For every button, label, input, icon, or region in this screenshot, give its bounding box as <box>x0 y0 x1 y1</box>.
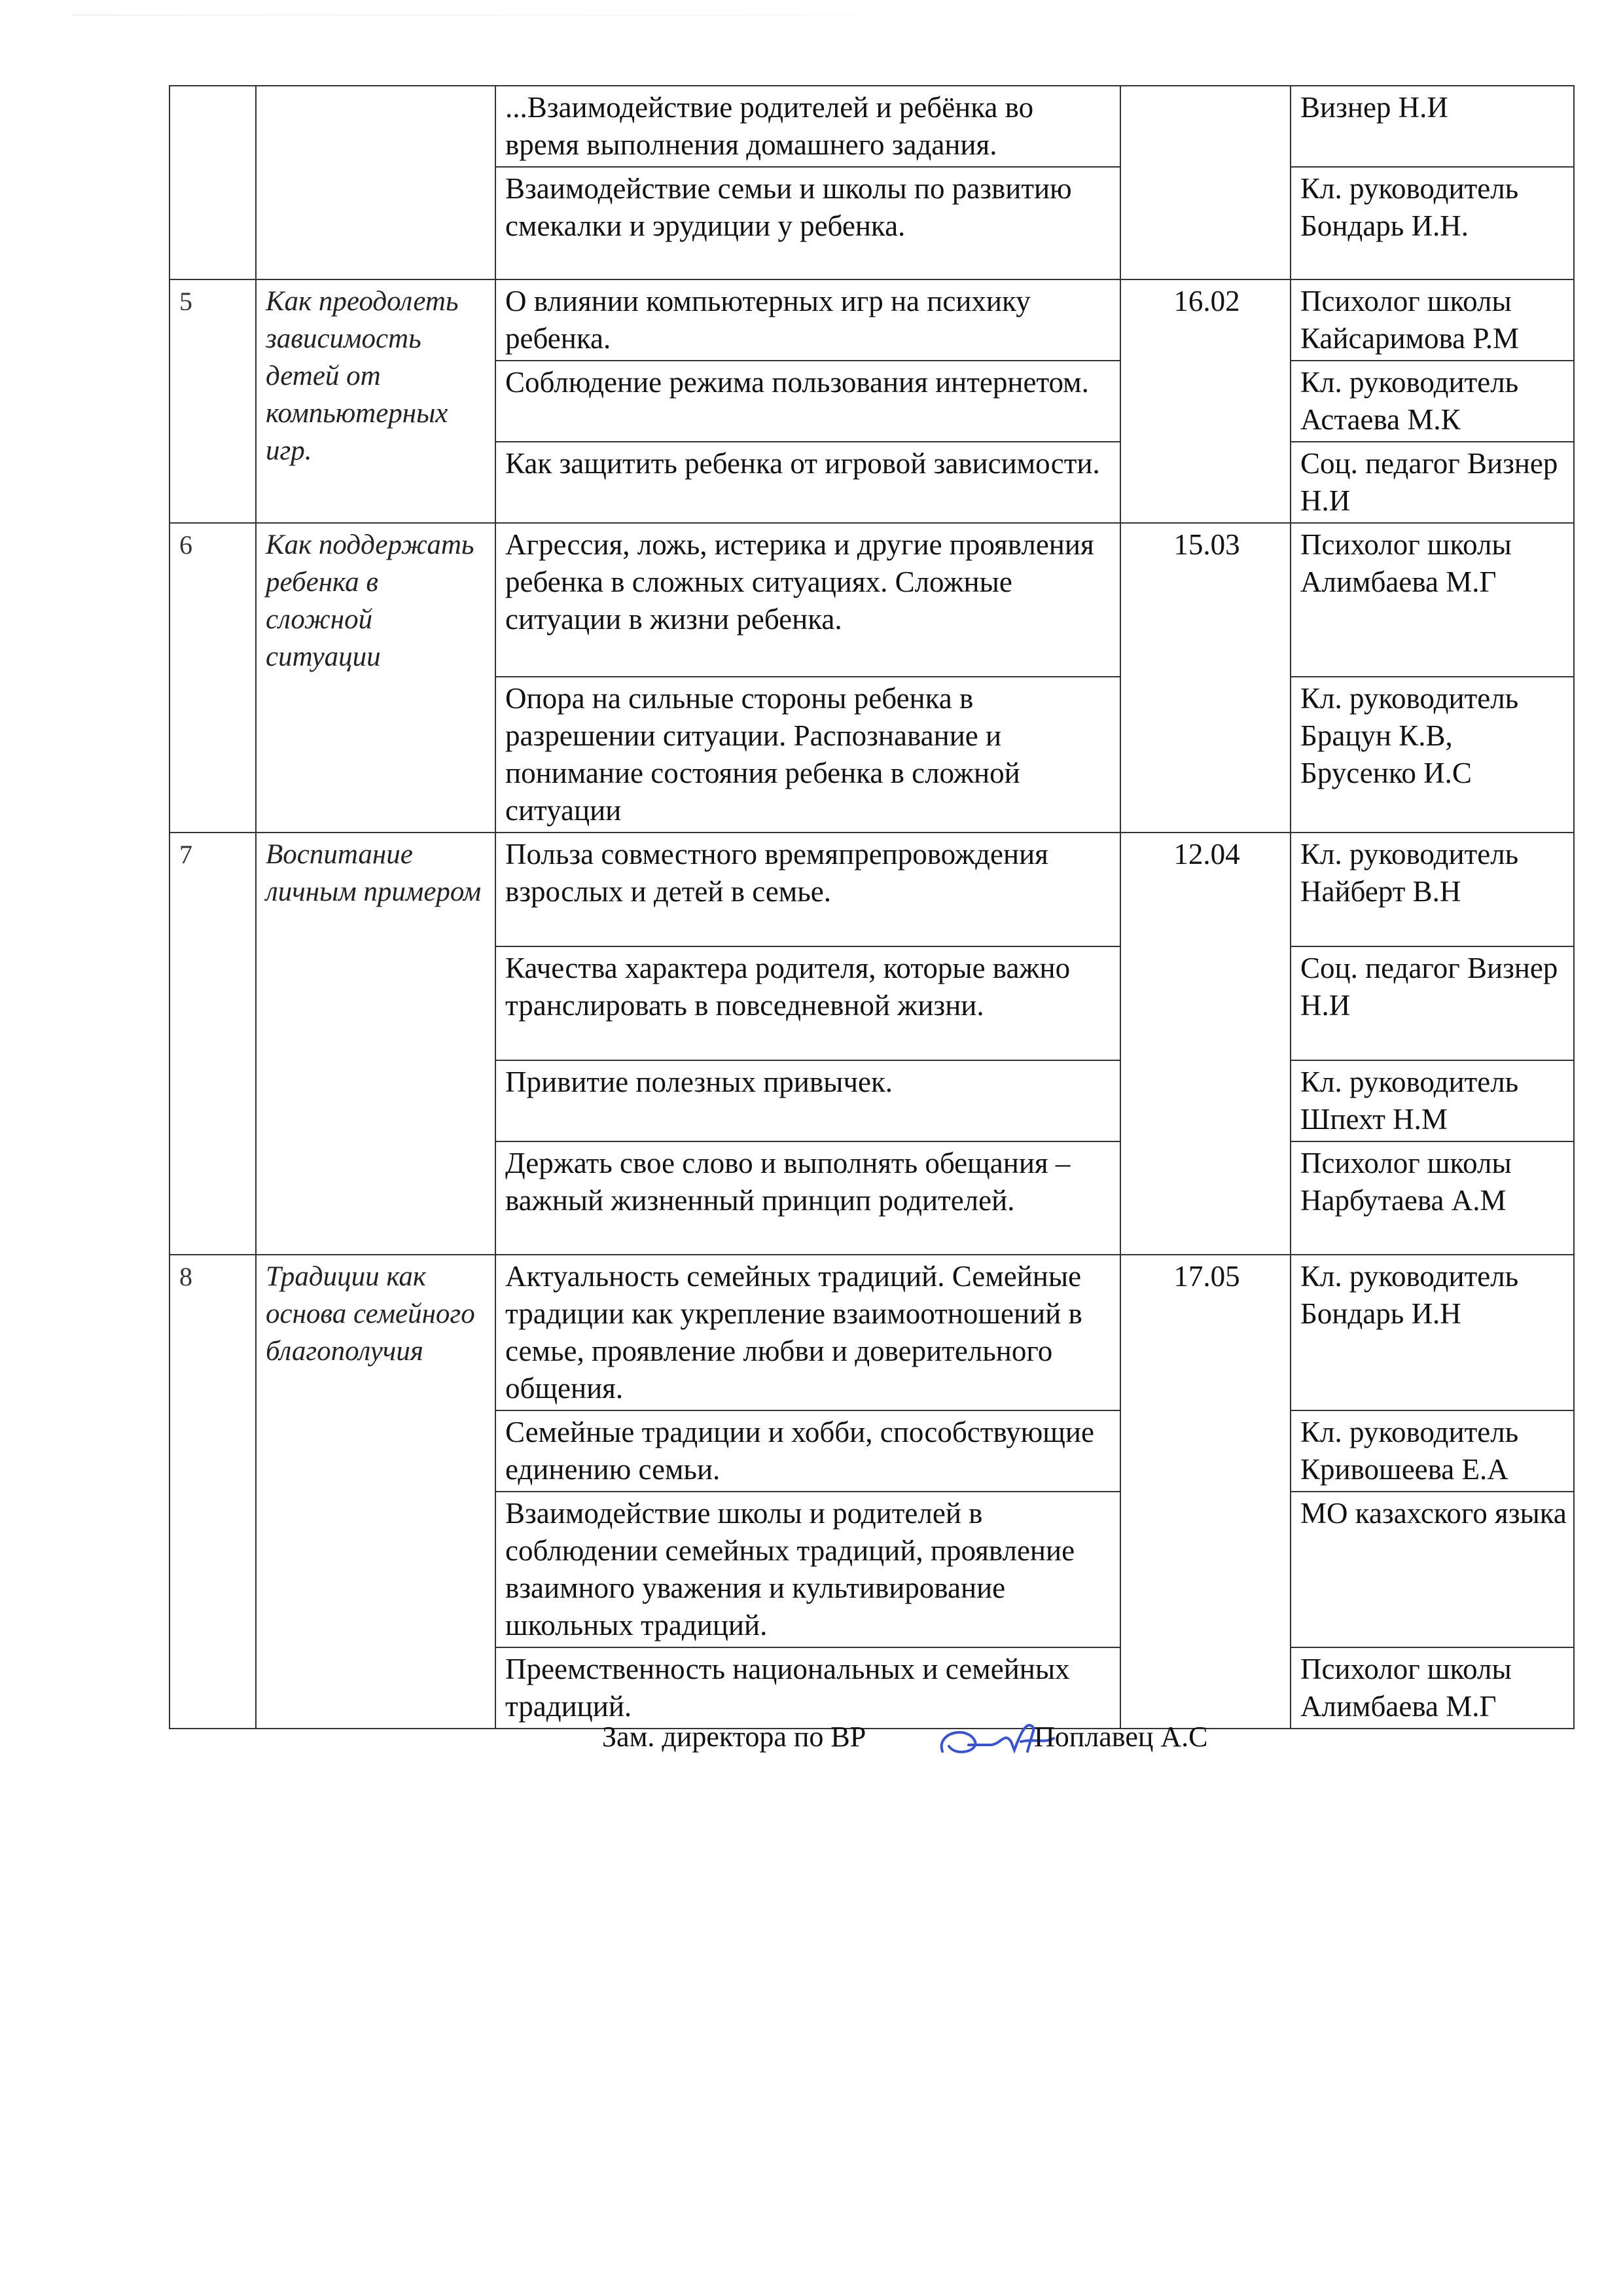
event-cell: Преемственность национальных и семейных традиций. <box>495 1647 1120 1729</box>
responsible-cell: Психолог школы Алимбаева М.Г <box>1291 1647 1574 1729</box>
table-row <box>169 1255 1574 1410</box>
responsible-cell: Психолог школы Нарбутаева А.М <box>1291 1141 1574 1255</box>
signature-name: Поплавец А.С <box>1034 1721 1208 1753</box>
responsible-cell: МО казахского языка <box>1291 1492 1574 1647</box>
table-row <box>169 833 1574 946</box>
topic-cell: Как поддержать ребенка в сложной ситуации <box>256 523 495 833</box>
date-cell: 16.02 <box>1120 279 1291 523</box>
event-cell: Как защитить ребенка от игровой зависимости. <box>495 442 1120 523</box>
event-cell: Актуальность семейных традиций. Семейные традиции как укрепление взаимоотношений в семье, проявление любви и доверительного общения. <box>495 1255 1120 1410</box>
responsible-cell: Психолог школы Кайсаримова Р.М <box>1291 279 1574 361</box>
event-cell: Соблюдение режима пользования интернетом. <box>495 361 1120 442</box>
row-number-cell: 7 <box>169 833 256 1255</box>
event-cell: Держать свое слово и выполнять обещания – важный жизненный принцип родителей. <box>495 1141 1120 1255</box>
responsible-cell: Кл. руководитель Бондарь И.Н <box>1291 1255 1574 1410</box>
responsible-cell: Соц. педагог Визнер Н.И <box>1291 946 1574 1060</box>
date-cell: 17.05 <box>1120 1255 1291 1729</box>
event-cell: Взаимодействие семьи и школы по развитию смекалки и эрудиции у ребенка. <box>495 167 1120 279</box>
event-cell: Польза совместного времяпрепровождения взрослых и детей в семье. <box>495 833 1120 946</box>
event-cell: Опора на сильные стороны ребенка в разрешении ситуации. Распознавание и понимание состояния ребенка в сложной ситуации <box>495 677 1120 833</box>
signature-position: Зам. директора по ВР <box>602 1721 866 1753</box>
topic-cell: Воспитание личным примером <box>256 833 495 1255</box>
topic-cell: Как преодолеть зависимость детей от компьютерных игр. <box>256 279 495 523</box>
responsible-cell: Соц. педагог Визнер Н.И <box>1291 442 1574 523</box>
events-table-body <box>169 86 1574 1729</box>
table-row <box>169 86 1574 167</box>
event-cell: Качества характера родителя, которые важно транслировать в повседневной жизни. <box>495 946 1120 1060</box>
responsible-cell: Кл. руководитель Брацун К.В, Брусенко И.С <box>1291 677 1574 833</box>
event-cell: Взаимодействие школы и родителей в соблюдении семейных традиций, проявление взаимного уважения и культивирование школьных традиций. <box>495 1492 1120 1647</box>
events-table <box>169 85 1575 1729</box>
event-cell: О влиянии компьютерных игр на психику ребенка. <box>495 279 1120 361</box>
responsible-cell: Психолог школы Алимбаева М.Г <box>1291 523 1574 677</box>
responsible-cell: Кл. руководитель Бондарь И.Н. <box>1291 167 1574 279</box>
responsible-cell: Кл. руководитель Астаева М.К <box>1291 361 1574 442</box>
table-row <box>169 523 1574 677</box>
event-cell: Привитие полезных привычек. <box>495 1060 1120 1141</box>
event-cell: Семейные традиции и хобби, способствующие единению семьи. <box>495 1410 1120 1492</box>
row-number-cell: 8 <box>169 1255 256 1729</box>
event-cell: Агрессия, ложь, истерика и другие проявления ребенка в сложных ситуациях. Сложные ситуации в жизни ребенка. <box>495 523 1120 677</box>
event-cell: ...Взаимодействие родителей и ребёнка во время выполнения домашнего задания. <box>495 86 1120 167</box>
table-row <box>169 279 1574 361</box>
topic-cell <box>256 86 495 279</box>
responsible-cell: Визнер Н.И <box>1291 86 1574 167</box>
responsible-cell: Кл. руководитель Шпехт Н.М <box>1291 1060 1574 1141</box>
responsible-cell: Кл. руководитель Найберт В.Н <box>1291 833 1574 946</box>
date-cell: 12.04 <box>1120 833 1291 1255</box>
date-cell <box>1120 86 1291 279</box>
topic-cell: Традиции как основа семейного благополучия <box>256 1255 495 1729</box>
row-number-cell: 5 <box>169 279 256 523</box>
signature-block <box>602 1720 1322 1785</box>
responsible-cell: Кл. руководитель Кривошеева Е.А <box>1291 1410 1574 1492</box>
row-number-cell <box>169 86 256 279</box>
date-cell: 15.03 <box>1120 523 1291 833</box>
scan-artifact-line <box>72 14 857 16</box>
row-number-cell: 6 <box>169 523 256 833</box>
